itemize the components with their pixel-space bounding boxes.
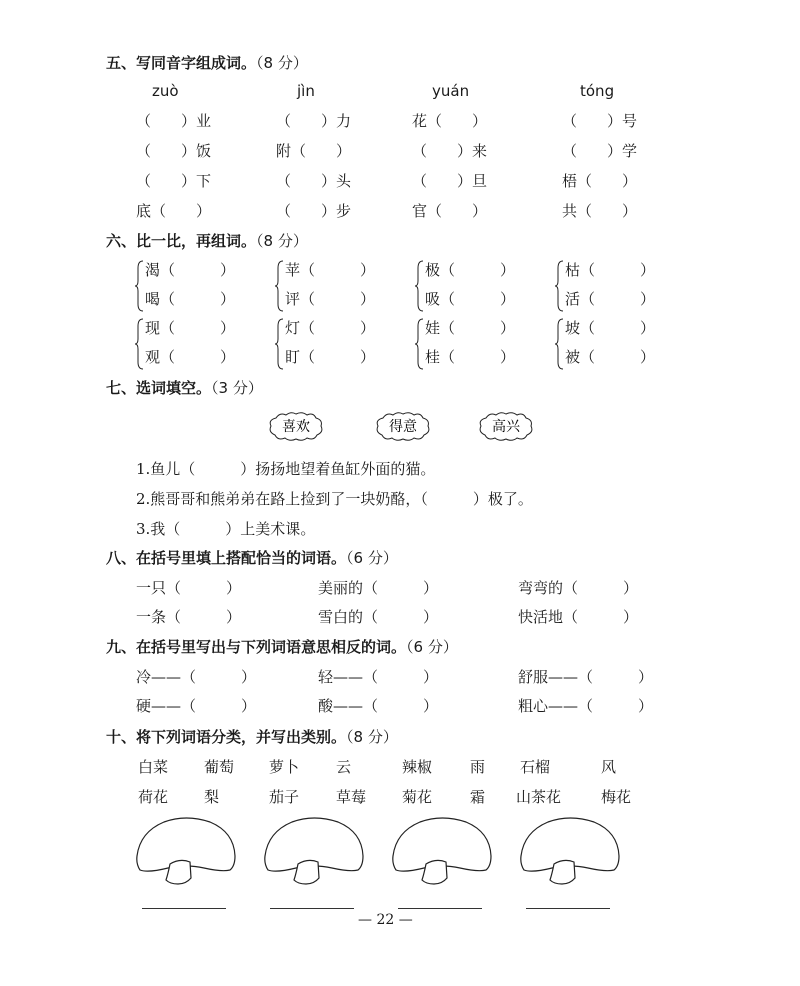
s6-blank[interactable]: 苹（ ）: [285, 261, 376, 279]
pinyin-jin: jìn: [297, 82, 315, 100]
word-item: 菊花: [402, 788, 433, 806]
s5-blank[interactable]: （ ）号: [562, 112, 638, 130]
s8-blank[interactable]: 美丽的（ ）: [318, 579, 439, 597]
section-8-heading: [106, 547, 398, 568]
section-7-score: （3 分）: [211, 379, 263, 397]
section-10-score: （8 分）: [346, 728, 398, 746]
pinyin-zuo: zuò: [152, 82, 179, 100]
s5-blank[interactable]: 共（ ）: [562, 202, 638, 220]
s6-blank[interactable]: 坡（ ）: [565, 319, 656, 337]
word-option: 喜欢: [282, 419, 310, 435]
word-item: 萝卜: [269, 758, 300, 776]
word-item: 梅花: [601, 788, 632, 806]
word-item: 山茶花: [516, 788, 562, 806]
word-cloud-deyi: [373, 410, 433, 442]
brace-icon: [414, 318, 424, 370]
category-answer-line[interactable]: [270, 908, 354, 909]
pinyin-yuan: yuán: [432, 82, 470, 100]
s9-blank[interactable]: 冷——（ ）: [136, 668, 257, 686]
s5-blank[interactable]: （ ）步: [276, 202, 352, 220]
s5-blank[interactable]: 附（ ）: [276, 142, 352, 160]
s6-blank[interactable]: 极（ ）: [425, 261, 516, 279]
brace-icon: [134, 260, 144, 312]
s5-blank[interactable]: 花（ ）: [412, 112, 488, 130]
section-8-score: （6 分）: [346, 549, 398, 567]
section-8-title: 八、在括号里填上搭配恰当的词语。: [106, 549, 347, 567]
brace-icon: [414, 260, 424, 312]
s5-blank[interactable]: （ ）头: [276, 172, 352, 190]
s6-blank[interactable]: 评（ ）: [285, 290, 376, 308]
s5-blank[interactable]: （ ）业: [136, 112, 212, 130]
word-cloud-xihuan: [266, 410, 326, 442]
s5-blank[interactable]: 梧（ ）: [562, 172, 638, 190]
word-item: 草莓: [336, 788, 367, 806]
s6-blank[interactable]: 被（ ）: [565, 348, 656, 366]
s8-blank[interactable]: 弯弯的（ ）: [518, 579, 639, 597]
section-7-heading: [106, 377, 263, 398]
brace-icon: [554, 318, 564, 370]
section-9-title: 九、在括号里写出与下列词语意思相反的词。: [106, 638, 407, 656]
word-option: 高兴: [492, 419, 520, 435]
s5-blank[interactable]: 底（ ）: [136, 202, 212, 220]
s5-blank[interactable]: （ ）力: [276, 112, 352, 130]
word-item: 石榴: [520, 758, 551, 776]
mushroom-icon[interactable]: [134, 814, 238, 888]
section-9-heading: [106, 636, 458, 657]
s6-blank[interactable]: 渴（ ）: [145, 261, 236, 279]
s6-blank[interactable]: 桂（ ）: [425, 348, 516, 366]
s6-blank[interactable]: 活（ ）: [565, 290, 656, 308]
s8-blank[interactable]: 一条（ ）: [136, 608, 242, 626]
brace-icon: [554, 260, 564, 312]
s9-blank[interactable]: 轻——（ ）: [318, 668, 439, 686]
s6-blank[interactable]: 观（ ）: [145, 348, 236, 366]
s5-blank[interactable]: （ ）下: [136, 172, 212, 190]
page-number: — 22 —: [358, 912, 413, 928]
s5-blank[interactable]: （ ）饭: [136, 142, 212, 160]
word-item: 霜: [470, 788, 486, 806]
mushroom-icon[interactable]: [390, 814, 494, 888]
section-6-title: 六、比一比，再组词。: [106, 232, 257, 250]
s6-blank[interactable]: 娃（ ）: [425, 319, 516, 337]
section-6-heading: [106, 230, 308, 251]
s9-blank[interactable]: 舒服——（ ）: [518, 668, 654, 686]
s9-blank[interactable]: 粗心——（ ）: [518, 697, 654, 715]
s6-blank[interactable]: 枯（ ）: [565, 261, 656, 279]
section-10-heading: [106, 726, 398, 747]
category-answer-line[interactable]: [142, 908, 226, 909]
s5-blank[interactable]: （ ）旦: [412, 172, 488, 190]
s9-blank[interactable]: 硬——（ ）: [136, 697, 257, 715]
pinyin-tong: tóng: [580, 82, 615, 100]
word-item: 辣椒: [402, 758, 433, 776]
word-option: 得意: [389, 419, 417, 435]
s5-blank[interactable]: 官（ ）: [412, 202, 488, 220]
word-item: 梨: [204, 788, 220, 806]
s6-blank[interactable]: 灯（ ）: [285, 319, 376, 337]
s5-blank[interactable]: （ ）学: [562, 142, 638, 160]
word-item: 茄子: [269, 788, 300, 806]
s8-blank[interactable]: 一只（ ）: [136, 579, 242, 597]
s7-sentence-1[interactable]: 1.鱼儿（ ）扬扬地望着鱼缸外面的猫。: [136, 460, 436, 478]
section-7-title: 七、选词填空。: [106, 379, 212, 397]
brace-icon: [274, 260, 284, 312]
word-item: 白菜: [138, 758, 169, 776]
word-cloud-gaoxing: [476, 410, 536, 442]
word-item: 云: [336, 758, 352, 776]
brace-icon: [134, 318, 144, 370]
s6-blank[interactable]: 吸（ ）: [425, 290, 516, 308]
s7-sentence-2[interactable]: 2.熊哥哥和熊弟弟在路上捡到了一块奶酪，（ ）极了。: [136, 490, 533, 508]
s6-blank[interactable]: 喝（ ）: [145, 290, 236, 308]
category-answer-line[interactable]: [526, 908, 610, 909]
mushroom-icon[interactable]: [262, 814, 366, 888]
section-9-score: （6 分）: [406, 638, 458, 656]
section-5-heading: [106, 52, 308, 73]
section-5-score: （8 分）: [256, 54, 308, 72]
word-item: 风: [601, 758, 617, 776]
category-answer-line[interactable]: [398, 908, 482, 909]
s6-blank[interactable]: 盯（ ）: [285, 348, 376, 366]
word-item: 雨: [470, 758, 486, 776]
s8-blank[interactable]: 快活地（ ）: [518, 608, 639, 626]
section-6-score: （8 分）: [256, 232, 308, 250]
s9-blank[interactable]: 酸——（ ）: [318, 697, 439, 715]
s7-sentence-3[interactable]: 3.我（ ）上美术课。: [136, 520, 316, 538]
word-item: 葡萄: [204, 758, 235, 776]
s6-blank[interactable]: 现（ ）: [145, 319, 236, 337]
brace-icon: [274, 318, 284, 370]
word-item: 荷花: [138, 788, 169, 806]
s8-blank[interactable]: 雪白的（ ）: [318, 608, 439, 626]
section-5-title: 五、写同音字组成词。: [106, 54, 257, 72]
mushroom-icon[interactable]: [518, 814, 622, 888]
s5-blank[interactable]: （ ）来: [412, 142, 488, 160]
section-10-title: 十、将下列词语分类，并写出类别。: [106, 728, 347, 746]
